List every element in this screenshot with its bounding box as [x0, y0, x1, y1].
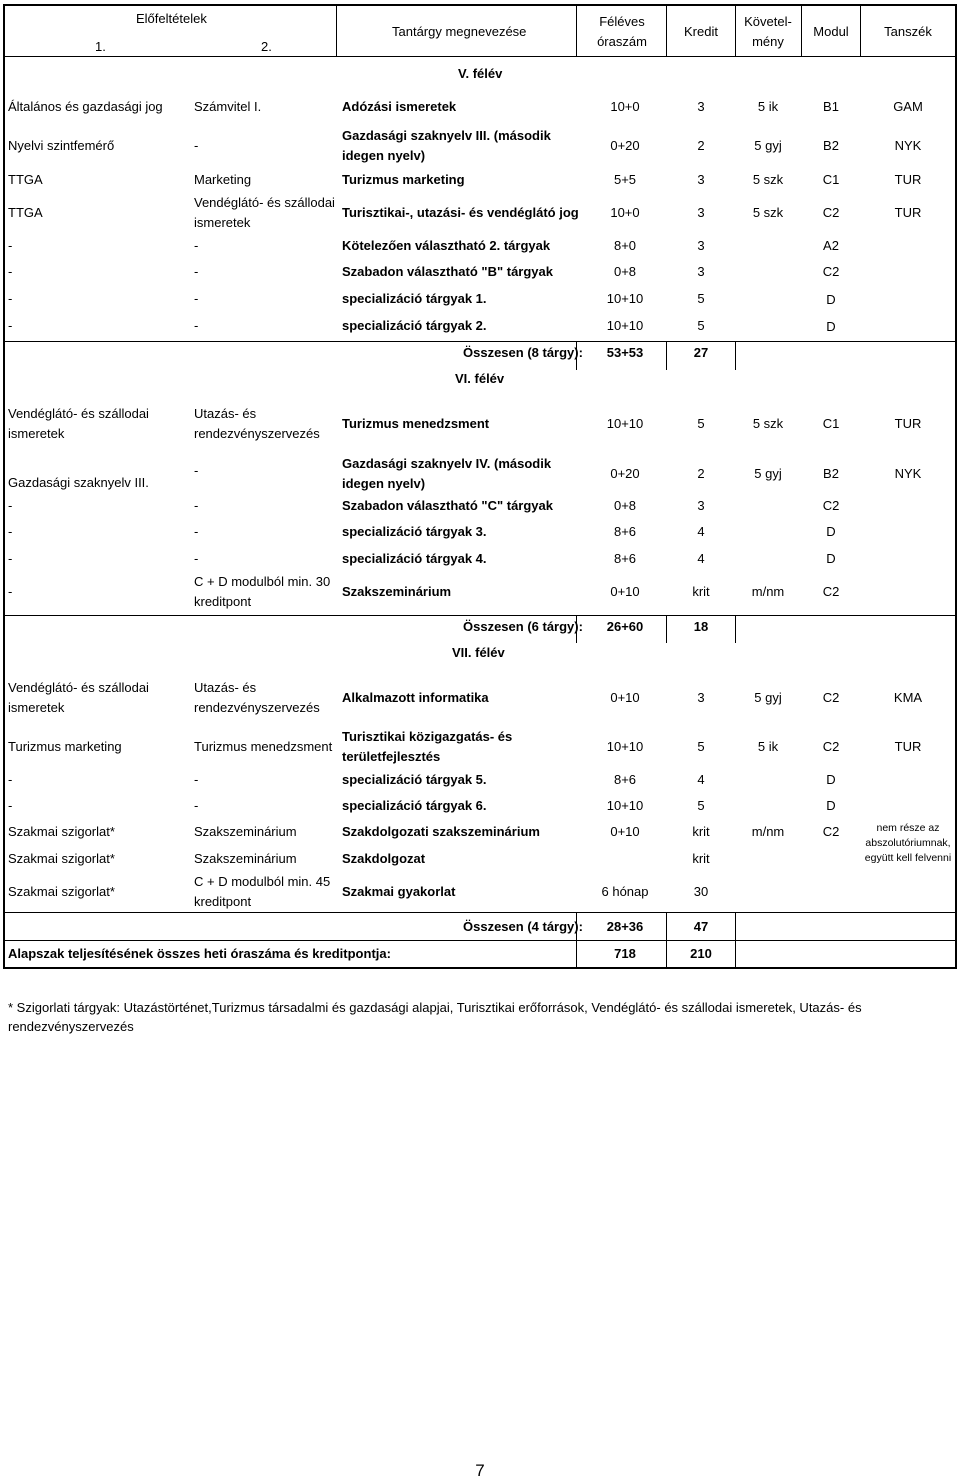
header-hours-1: Féléves — [599, 14, 645, 29]
header-credit: Kredit — [684, 24, 718, 39]
header-prereq-2: 2. — [261, 39, 272, 54]
sem5-title: V. félév — [458, 66, 503, 81]
sem7-title: VII. félév — [452, 645, 505, 660]
header-subject: Tantárgy megnevezése — [392, 24, 527, 39]
header-hours-2: óraszám — [597, 34, 647, 49]
sem6-title: VI. félév — [455, 371, 505, 386]
header-prereq: Előfeltételek — [136, 11, 207, 26]
page-number: 7 — [475, 1461, 485, 1480]
header-dept: Tanszék — [884, 24, 932, 39]
sem5-total-divider — [4, 341, 956, 342]
header-req-2: mény — [752, 34, 784, 49]
footnote: * Szigorlati tárgyak: Utazástörténet,Turizmus társadalmi és gazdasági alapjai, Turisztikai erőforrások, Vendéglátó- és szállodai ismeretek, Utazás- és rendezvényszervezés — [8, 1000, 862, 1034]
grand-total-divider — [4, 940, 956, 941]
sem7-total-divider — [4, 912, 956, 913]
header-module: Modul — [813, 24, 849, 39]
header-divider — [4, 56, 956, 57]
header-req-1: Követel- — [744, 14, 792, 29]
sem6-total-divider — [4, 615, 956, 616]
header-prereq-1: 1. — [95, 39, 106, 54]
